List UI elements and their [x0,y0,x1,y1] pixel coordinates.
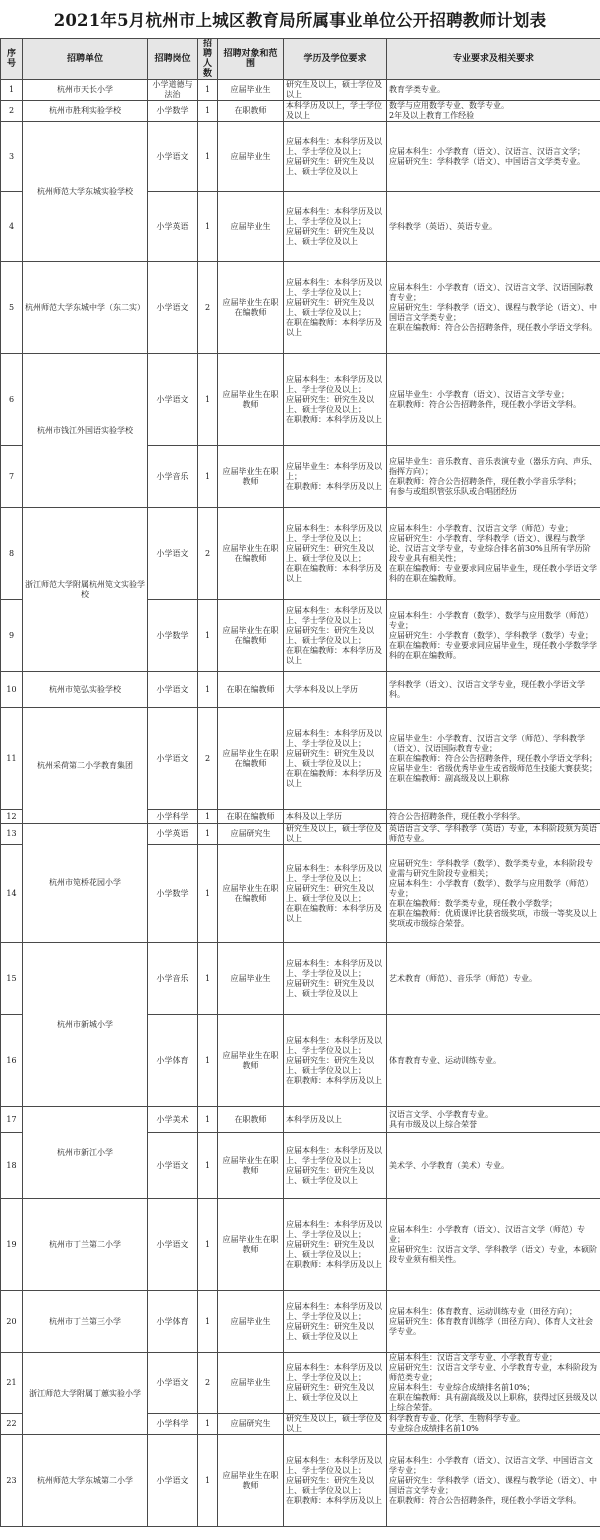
row-number: 11 [1,708,23,810]
table-row [1,262,600,354]
major-requirement-line: 汉语言文学、小学教育专业。 [389,1109,493,1119]
education-requirement-line: 应届本科生：本科学历及以上、学士学位及以上； [286,863,382,883]
headcount: 2 [198,1353,218,1414]
target-scope: 应届毕业生 [218,80,284,101]
position: 小学语文 [148,354,198,446]
table-header-row [1,39,600,80]
position: 小学数学 [148,845,198,943]
position: 小学语文 [148,122,198,192]
major-requirement [387,845,600,943]
major-requirement [387,708,600,810]
education-requirement [284,845,387,943]
education-requirement-line: 应届本科生：本科学历及以上、学士学位及以上； [286,1145,382,1165]
position: 小学科学 [148,1414,198,1435]
recruiting-unit: 杭州市丁兰第三小学 [23,1291,148,1353]
major-requirement [387,1133,600,1199]
major-requirement-line: 应届本科生：小学教育（数学）、数学与应用数学（师范）专业； [389,610,593,630]
headcount: 1 [198,600,218,672]
position: 小学英语 [148,824,198,845]
education-requirement-line: 大学本科及以上学历 [286,684,358,694]
row-number: 17 [1,1107,23,1133]
recruitment-table [0,38,600,1527]
row-number: 2 [1,101,23,122]
major-requirement [387,354,600,446]
recruiting-unit: 杭州师范大学东城中学（东二实） [23,262,148,354]
headcount: 2 [198,708,218,810]
position: 小学体育 [148,1015,198,1107]
major-requirement-line: 应届研究生：小学教育（数学）、学科教学（数学）专业； [389,630,593,640]
position: 小学语文 [148,672,198,708]
education-requirement-line: 应届研究生：研究生及以上、硕士学位及以上； [286,625,374,645]
education-requirement-line: 应届本科生：本科学历及以上、学士学位及以上； [286,1455,382,1475]
target-scope: 在职教师 [218,101,284,122]
major-requirement [387,262,600,354]
major-requirement [387,824,600,845]
position: 小学数学 [148,600,198,672]
major-requirement-line: 在职教师：符合公告招聘条件，现任教小学语文学科。 [389,1495,581,1505]
target-scope: 应届研究生 [218,1414,284,1435]
position: 小学语文 [148,708,198,810]
education-requirement [284,1107,387,1133]
table-row [1,1353,600,1414]
recruiting-unit: 杭州市钱江外国语实验学校 [23,354,148,508]
row-number: 22 [1,1414,23,1435]
education-requirement-line: 应届研究生：研究生及以上、硕士学位及以上； [286,297,374,317]
education-requirement-line: 应届研究生：研究生及以上、硕士学位及以上； [286,1475,374,1495]
major-requirement [387,80,600,101]
header-cell: 招聘人数 [198,39,218,80]
position: 小学音乐 [148,943,198,1015]
target-scope: 应届毕业生 [218,943,284,1015]
headcount: 1 [198,1435,218,1527]
target-scope: 应届研究生 [218,824,284,845]
education-requirement-line: 应届本科生：本科学历及以上、学士学位及以上； [286,523,382,543]
education-requirement [284,1435,387,1527]
headcount: 1 [198,192,218,262]
major-requirement-line: 科学教育专业、化学、生物科学专业。 [389,1414,525,1423]
row-number: 13 [1,824,23,845]
major-requirement [387,122,600,192]
education-requirement-line: 在职在编教师：本科学历及以上 [286,903,382,923]
education-requirement-line: 研究生及以上，硕士学位及以上 [286,1414,382,1433]
education-requirement [284,446,387,508]
headcount: 1 [198,943,218,1015]
major-requirement-line: 在职在编教师：优质课评比获省级奖项，市级一等奖及以上奖项或市级综合荣誉。 [389,908,597,928]
position: 小学道德与法治 [148,80,198,101]
position: 小学音乐 [148,446,198,508]
major-requirement-line: 具有市级及以上综合荣誉 [389,1119,477,1129]
education-requirement-line: 应届研究生：研究生及以上、硕士学位及以上 [286,226,374,246]
education-requirement [284,1133,387,1199]
recruiting-unit: 浙江师范大学附属丁蕙实验小学 [23,1353,148,1435]
major-requirement [387,1353,600,1414]
target-scope: 应届毕业生在职教师 [218,354,284,446]
header-cell: 序号 [1,39,23,80]
major-requirement [387,1414,600,1435]
target-scope: 在职在编教师 [218,810,284,824]
row-number: 7 [1,446,23,508]
major-requirement-line: 应届毕业生：音乐教育、音乐表演专业（器乐方向、声乐、指挥方向）； [389,456,597,476]
major-requirement-line: 应届本科生：小学教育（语文）、汉语言文学、汉语国际教育专业； [389,282,593,302]
header-cell: 专业要求及相关要求 [387,39,600,80]
row-number: 20 [1,1291,23,1353]
education-requirement [284,1199,387,1291]
recruiting-unit: 杭州师范大学东城实验学校 [23,122,148,262]
major-requirement-line: 符合公告招聘条件，现任教小学科学。 [389,811,525,821]
target-scope: 在职教师 [218,1107,284,1133]
major-requirement-line: 应届本科生：小学教育（语文）、汉语言文学（师范）专业； [389,1224,585,1244]
major-requirement-line: 有参与或组织管弦乐队或合唱团经历 [389,486,517,496]
major-requirement [387,1291,600,1353]
target-scope: 应届毕业生在职在编教师 [218,600,284,672]
major-requirement-line: 在职在编教师：副高级及以上职称 [389,773,509,783]
row-number: 6 [1,354,23,446]
education-requirement [284,1414,387,1435]
table-row [1,1107,600,1133]
table-row [1,708,600,810]
education-requirement-line: 应届研究生：研究生及以上、硕士学位及以上； [286,883,374,903]
major-requirement-line: 应届研究生：学科教学（语文）、课程与教学论（语文）、中国语言文学专业； [389,1475,597,1495]
education-requirement-line: 应届研究生：研究生及以上、硕士学位及以上 [286,978,374,998]
education-requirement [284,192,387,262]
headcount: 1 [198,672,218,708]
target-scope: 应届毕业生 [218,1353,284,1414]
major-requirement-line: 学科教学（英语）、英语专业。 [389,221,497,231]
table-row [1,354,600,446]
major-requirement-line: 艺术教育（师范）、音乐学（师范）专业。 [389,973,537,983]
education-requirement-line: 应届本科生：本科学历及以上、学士学位及以上； [286,1219,382,1239]
row-number: 5 [1,262,23,354]
major-requirement [387,508,600,600]
major-requirement [387,192,600,262]
row-number: 19 [1,1199,23,1291]
position: 小学语文 [148,1199,198,1291]
target-scope: 应届毕业生在职在编教师 [218,262,284,354]
education-requirement-line: 应届研究生：研究生及以上、硕士学位及以上； [286,748,374,768]
major-requirement-line: 应届研究生：汉语言文学、学科教学（语文）专业，本硕阶段专业须有相关性。 [389,1244,597,1264]
education-requirement [284,354,387,446]
major-requirement-line: 在职在编教师：符合公告招聘条件，现任教小学语文学科； [389,753,597,763]
education-requirement-line: 应届本科生：本科学历及以上、学士学位及以上； [286,206,382,226]
education-requirement-line: 应届研究生：研究生及以上、硕士学位及以上； [286,1055,374,1075]
position: 小学数学 [148,101,198,122]
education-requirement-line: 应届研究生：研究生及以上、硕士学位及以上 [286,1165,374,1185]
education-requirement-line: 在职在编教师：本科学历及以上 [286,768,382,788]
education-requirement-line: 应届本科生：本科学历及以上、学士学位及以上； [286,277,382,297]
table-row [1,101,600,122]
major-requirement-line: 应届研究生：学科教学（语文）、中国语言文学类专业。 [389,156,585,166]
position: 小学语文 [148,1133,198,1199]
major-requirement-line: 应届本科生：专业综合成绩排名前10%； [389,1383,535,1392]
major-requirement-line: 在职在编教师：数学类专业，现任教小学数学； [389,898,557,908]
education-requirement-line: 在职在编教师：本科学历及以上 [286,645,382,665]
table-row [1,672,600,708]
header-cell: 学历及学位要求 [284,39,387,80]
education-requirement-line: 应届本科生：本科学历及以上、学士学位及以上； [286,1301,382,1321]
major-requirement [387,1199,600,1291]
table-row [1,80,600,101]
major-requirement-line: 应届毕业生：小学教育（语文）、汉语言文学专业； [389,389,569,399]
headcount: 1 [198,1291,218,1353]
page-title: 2021年5月杭州市上城区教育局所属事业单位公开招聘教师计划表 [53,11,547,30]
major-requirement-line: 应届研究生：学科教学（语文）、课程与教学论（语文）、中国语言文学类专业； [389,302,597,322]
education-requirement-line: 研究生及以上，硕士学位及以上 [286,824,382,843]
education-requirement-line: 应届研究生：研究生及以上、硕士学位及以上 [286,1383,374,1402]
major-requirement-line: 美术学、小学教育（美术）专业。 [389,1160,509,1170]
recruiting-unit: 杭州采荷第二小学教育集团 [23,708,148,824]
education-requirement-line: 在职教师：本科学历及以上 [286,1259,382,1269]
headcount: 1 [198,80,218,101]
position: 小学科学 [148,810,198,824]
target-scope: 应届毕业生在职在编教师 [218,845,284,943]
major-requirement-line: 应届研究生：学科教学（数学）、数学类专业，本科阶段专业需与研究生阶段专业相关； [389,858,593,878]
target-scope: 应届毕业生 [218,122,284,192]
row-number: 12 [1,810,23,824]
headcount: 1 [198,845,218,943]
education-requirement [284,708,387,810]
major-requirement-line: 应届研究生：体育教育训练学（田径方向）、体育人文社会学专业。 [389,1316,593,1336]
education-requirement [284,810,387,824]
row-number: 10 [1,672,23,708]
major-requirement-line: 应届本科生：小学教育（数学）、数学与应用数学（师范）专业； [389,878,593,898]
table-row [1,1435,600,1527]
table-row [1,508,600,600]
major-requirement-line: 2年及以上教育工作经验 [389,111,475,120]
education-requirement [284,80,387,101]
table-row [1,1199,600,1291]
education-requirement [284,262,387,354]
education-requirement-line: 应届本科生：本科学历及以上、学士学位及以上； [286,605,382,625]
row-number: 14 [1,845,23,943]
position: 小学语文 [148,1353,198,1414]
row-number: 9 [1,600,23,672]
headcount: 1 [198,1199,218,1291]
target-scope: 应届毕业生 [218,192,284,262]
education-requirement [284,101,387,122]
major-requirement-line: 在职在编教师：符合公告招聘条件，现任教小学语文学科。 [389,322,597,332]
recruiting-unit: 杭州市胜利实验学校 [23,101,148,122]
major-requirement-line: 应届本科生：小学教育（语文）、汉语言文学、中国语言文学专业； [389,1455,593,1475]
table-row [1,943,600,1015]
major-requirement-line: 应届研究生：汉语言文学专业、小学教育专业，本科阶段为师范类专业； [389,1363,597,1382]
table-row [1,1291,600,1353]
major-requirement [387,600,600,672]
target-scope: 应届毕业生在职教师 [218,1133,284,1199]
position: 小学体育 [148,1291,198,1353]
major-requirement-line: 应届研究生：小学教育、学科教学（语文）、课程与教学论、汉语言文学专业，专业综合排名前30%且所有学历阶段专业具有相关性； [389,533,591,563]
recruiting-unit: 杭州市丁兰第二小学 [23,1199,148,1291]
education-requirement [284,1353,387,1414]
row-number: 18 [1,1133,23,1199]
row-number: 3 [1,122,23,192]
headcount: 1 [198,354,218,446]
position: 小学美术 [148,1107,198,1133]
headcount: 2 [198,262,218,354]
education-requirement-line: 应届本科生：本科学历及以上、学士学位及以上； [286,728,382,748]
header-cell: 招聘单位 [23,39,148,80]
education-requirement-line: 应届本科生：本科学历及以上、学士学位及以上； [286,1363,382,1382]
recruiting-unit: 杭州市新江小学 [23,1107,148,1199]
education-requirement-line: 本科学历及以上，学士学位及以上 [286,101,382,120]
headcount: 1 [198,810,218,824]
position: 小学语文 [148,508,198,600]
headcount: 1 [198,122,218,192]
row-number: 16 [1,1015,23,1107]
education-requirement-line: 本科学历及以上 [286,1114,342,1124]
target-scope: 应届毕业生在职在编教师 [218,508,284,600]
education-requirement-line: 研究生及以上，硕士学位及以上 [286,80,382,99]
headcount: 1 [198,1107,218,1133]
recruiting-unit: 杭州市笕桥花园小学 [23,824,148,943]
major-requirement [387,1107,600,1133]
headcount: 1 [198,101,218,122]
row-number: 8 [1,508,23,600]
major-requirement-line: 体育教育专业、运动训练专业。 [389,1055,501,1065]
major-requirement-line: 英语语言文学、学科教学（英语）专业，本科阶段须为英语师范专业。 [389,824,597,843]
education-requirement-line: 本科及以上学历 [286,811,342,821]
major-requirement-line: 数学与应用数学专业、数学专业。 [389,101,509,110]
position: 小学语文 [148,262,198,354]
position: 小学英语 [148,192,198,262]
education-requirement-line: 应届研究生：研究生及以上、硕士学位及以上； [286,1239,374,1259]
target-scope: 应届毕业生 [218,1291,284,1353]
headcount: 1 [198,446,218,508]
education-requirement-line: 在职在编教师：本科学历及以上 [286,563,382,583]
education-requirement-line: 在职教师：本科学历及以上 [286,481,382,491]
education-requirement [284,672,387,708]
education-requirement-line: 在职教师：本科学历及以上 [286,1495,382,1505]
headcount: 2 [198,508,218,600]
major-requirement-line: 应届毕业生：小学教育、汉语言文学（师范）、学科教学（语文）、汉语国际教育专业； [389,733,585,753]
row-number: 4 [1,192,23,262]
education-requirement [284,600,387,672]
education-requirement [284,508,387,600]
recruiting-unit: 杭州师范大学东城第二小学 [23,1435,148,1527]
recruiting-unit: 浙江师范大学附属杭州笕文实验学校 [23,508,148,672]
table-body [1,80,600,1527]
major-requirement-line: 教育学类专业。 [389,85,445,94]
header-cell: 招聘岗位 [148,39,198,80]
education-requirement [284,1015,387,1107]
major-requirement-line: 应届本科生：小学教育（语文）、汉语言、汉语言文学； [389,146,585,156]
education-requirement-line: 在职在编教师：本科学历及以上 [286,317,382,337]
education-requirement [284,824,387,845]
major-requirement-line: 学科教学（语文）、汉语言文学专业，现任教小学语文学科。 [389,679,585,699]
headcount: 1 [198,1133,218,1199]
row-number: 21 [1,1353,23,1414]
education-requirement-line: 在职教师：本科学历及以上 [286,414,382,424]
row-number: 15 [1,943,23,1015]
major-requirement-line: 在职在编教师：专业要求同应届毕业生，现任教小学语文学科的在职在编教师。 [389,563,597,583]
target-scope: 应届毕业生在职教师 [218,1435,284,1527]
recruiting-unit: 杭州市笕弘实验学校 [23,672,148,708]
major-requirement [387,1435,600,1527]
table-row [1,824,600,845]
education-requirement-line: 应届本科生：本科学历及以上、学士学位及以上； [286,374,382,394]
headcount: 1 [198,1414,218,1435]
major-requirement [387,446,600,508]
major-requirement [387,101,600,122]
target-scope: 应届毕业生在职教师 [218,1015,284,1107]
target-scope: 应届毕业生在职教师 [218,1199,284,1291]
education-requirement-line: 应届研究生：研究生及以上、硕士学位及以上 [286,1321,374,1341]
education-requirement-line: 应届研究生：研究生及以上、硕士学位及以上； [286,543,374,563]
education-requirement-line: 应届本科生：本科学历及以上、学士学位及以上； [286,136,382,156]
education-requirement-line: 应届毕业生：本科学历及以上； [286,461,382,481]
table-row [1,122,600,192]
position: 小学语文 [148,1435,198,1527]
education-requirement-line: 应届研究生：研究生及以上、硕士学位及以上； [286,394,374,414]
major-requirement-line: 应届毕业生：省级优秀毕业生或省级师范生技能大赛获奖； [389,763,597,773]
header-cell: 招聘对象和范围 [218,39,284,80]
row-number: 23 [1,1435,23,1527]
education-requirement-line: 应届研究生：研究生及以上、硕士学位及以上 [286,156,374,176]
target-scope: 应届毕业生在职在编教师 [218,708,284,810]
education-requirement [284,943,387,1015]
major-requirement-line: 应届本科生：体育教育、运动训练专业（田径方向）； [389,1306,577,1316]
education-requirement [284,122,387,192]
major-requirement [387,810,600,824]
headcount: 1 [198,1015,218,1107]
headcount: 1 [198,824,218,845]
major-requirement-line: 在职教师：符合公告招聘条件，现任教小学音乐学科； [389,476,581,486]
target-scope: 在职在编教师 [218,672,284,708]
major-requirement-line: 在职教师：符合公告招聘条件，现任教小学语文学科。 [389,399,581,409]
education-requirement-line: 在职教师：本科学历及以上 [286,1075,382,1085]
major-requirement-line: 应届本科生：小学教育、汉语言文学（师范）专业； [389,523,573,533]
target-scope: 应届毕业生在职教师 [218,446,284,508]
major-requirement [387,943,600,1015]
major-requirement [387,672,600,708]
major-requirement-line: 应届本科生：汉语言文学专业、小学教育专业； [389,1353,557,1362]
major-requirement-line: 在职在编教师：专业要求同应届毕业生，现任教小学数学学科的在职在编教师。 [389,640,597,660]
education-requirement-line: 应届本科生：本科学历及以上、学士学位及以上； [286,958,382,978]
major-requirement-line: 专业综合成绩排名前10% [389,1424,479,1433]
education-requirement [284,1291,387,1353]
recruiting-unit: 杭州市天长小学 [23,80,148,101]
major-requirement-line: 在职在编教师：具有副高级及以上职称，获得过区县级及以上综合荣誉。 [389,1393,597,1412]
row-number: 1 [1,80,23,101]
major-requirement [387,1015,600,1107]
recruiting-unit: 杭州市新城小学 [23,943,148,1107]
education-requirement-line: 应届本科生：本科学历及以上、学士学位及以上； [286,1035,382,1055]
